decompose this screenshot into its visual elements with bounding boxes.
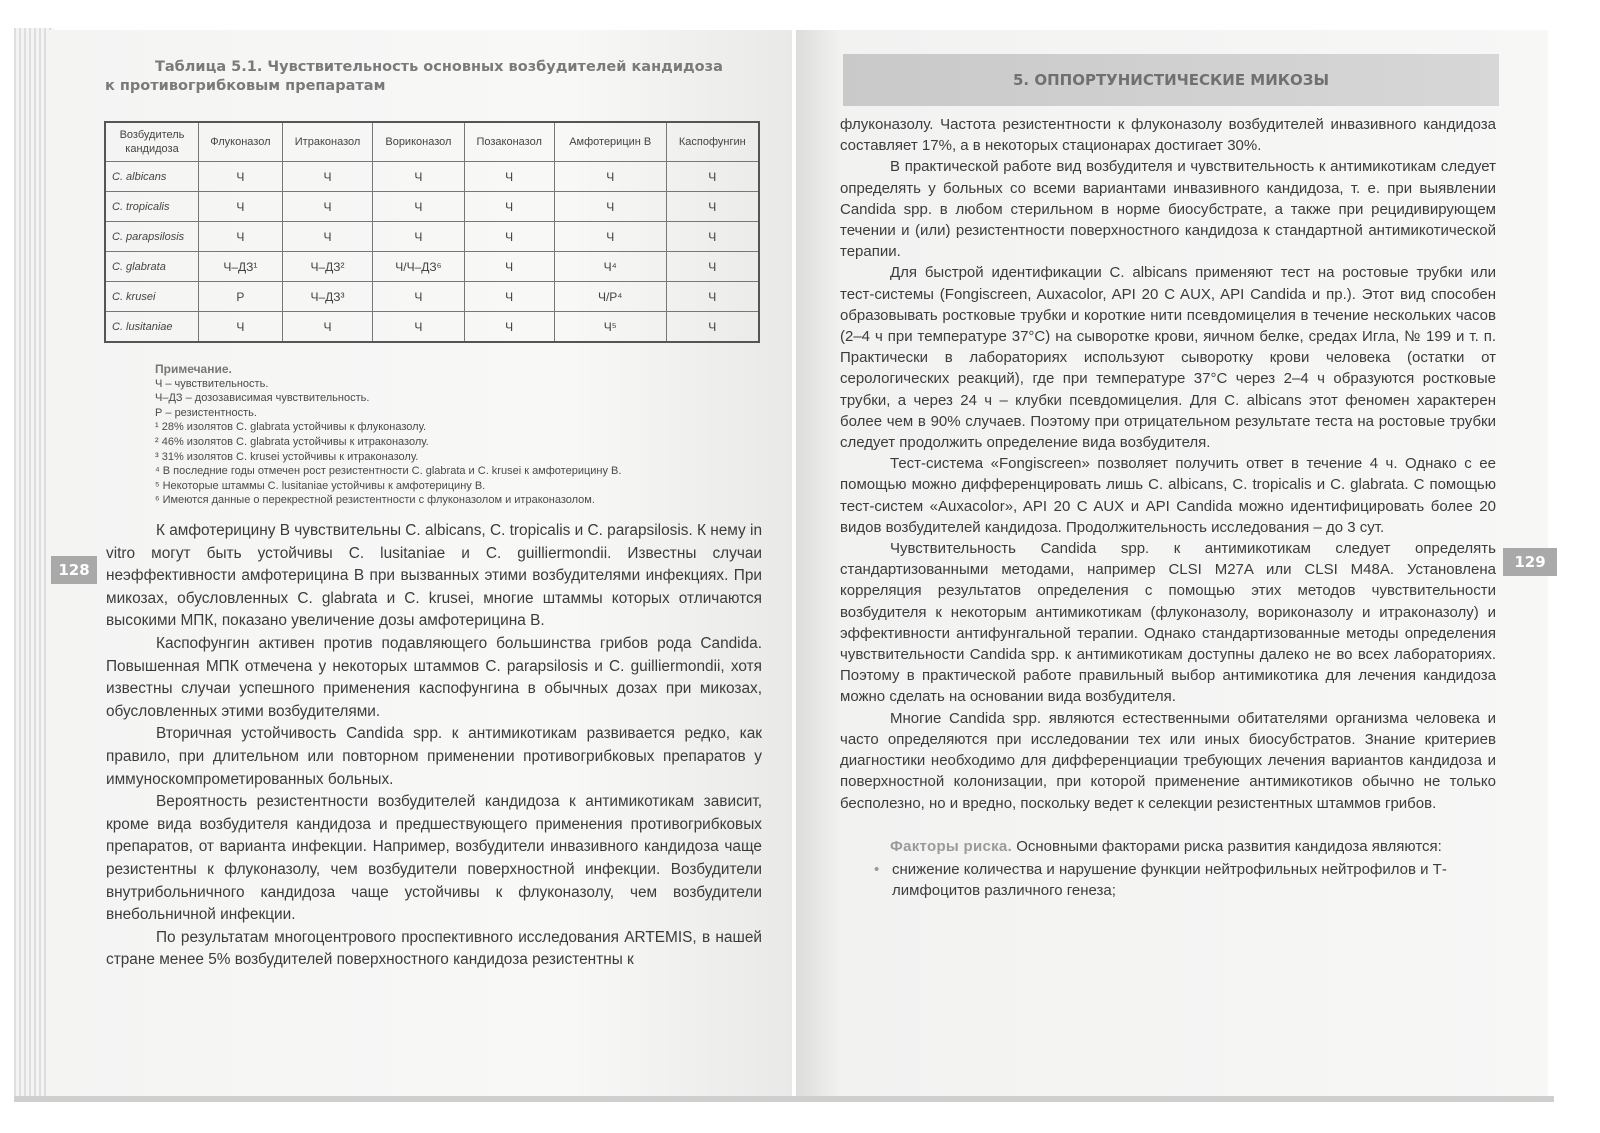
table-caption-line: к противогрибковым препаратам [105, 78, 386, 94]
table-cell: Ч [282, 162, 373, 192]
notes-heading: Примечание. [155, 362, 232, 376]
list-item: • снижение количества и нарушение функции нейтрофильных нейтрофилов и Т-лимфоцитов различного генеза; [892, 859, 1496, 901]
table-cell: Ч [554, 222, 666, 252]
table-cell: Ч [666, 312, 759, 343]
paragraph: Чувствительность Candida spp. к антимикотикам следует определять стандартизованными методами, например CLSI M27A или CLSI M48A. Установлена корреляция результатов определения с помощью этих методов чувствительности возбудителя к некоторым антимикотикам (флуконазолу, вориконазолу и итраконазолу) и эффективности антифунгальной терапии. Однако стандартизованные методы определения чувствительности Candida spp. к антимикотикам доступны далеко не во всех лабораториях. Поэтому в практической работе правильный выбор антимикотика для лечения кандидоза можно сделать на основании вида возбудителя. [840, 540, 1496, 706]
organism-cell: C. glabrata [105, 252, 199, 282]
note-line: Ч – чувствительность. [155, 377, 269, 390]
table-cell: Ч [199, 192, 283, 222]
table-row [105, 222, 759, 252]
table-cell: Ч [464, 282, 554, 312]
table-cell: Ч/Ч–ДЗ⁶ [373, 252, 464, 282]
note-line: ⁶ Имеются данные о перекрестной резистентности с флуконазолом и итраконазолом. [155, 494, 595, 507]
table-cell: Ч/Р⁴ [554, 282, 666, 312]
risk-factors-paragraph [840, 836, 1496, 857]
table-row [105, 162, 759, 192]
table-cell: Ч [373, 282, 464, 312]
paragraph: Для быстрой идентификации C. albicans применяют тест на ростовые трубки или тест-системы (Fongiscreen, Auxacolor, API 20 C AUX, API Candida и пр.). Этот вид способен образовывать ростковые трубки и короткие нити псевдомицелия в течение нескольких часов (2–4 ч при температуре 37°С) на сыворотке крови, яичном белке, средах Игла, № 199 и т. п. Практически в лабораториях используют сыворотку крови человека (остатки от серологических реакций), где при температуре 37°С через 2–4 ч образуются ростковые трубки, а через 24 ч – клубки псевдомицелия. Для C. albicans этот феномен характерен более чем в 90% случаев. Поэтому при отрицательном результате теста на ростовые трубки следует продолжить определение вида возбудителя. [840, 264, 1496, 452]
note-line: Р – резистентность. [155, 406, 257, 419]
table-cell: Ч [554, 162, 666, 192]
organism-cell: C. parapsilosis [105, 222, 199, 252]
table-cell: Ч [282, 192, 373, 222]
risk-factors-list [840, 859, 1496, 901]
chapter-title: 5. ОППОРТУНИСТИЧЕСКИЕ МИКОЗЫ [843, 54, 1499, 106]
column-header: Каспофунгин [666, 122, 759, 162]
organism-cell: C. lusitaniae [105, 312, 199, 343]
paragraph: К амфотерицину В чувствительны C. albicans, C. tropicalis и C. parapsilosis. К нему in vitro могут быть устойчивы C. lusitaniae и C. guilliermondii. Известны случаи неэффективности амфотерицина В при вызванных этими возбудителями инфекциях. При микозах, обусловленных C. glabrata и C. krusei, многие штаммы которых отличаются высокими МПК, показано увеличение дозы амфотерицина В. [106, 522, 762, 630]
table-cell: Ч [373, 222, 464, 252]
note-line: ⁵ Некоторые штаммы C. lusitaniae устойчивы к амфотерицину В. [155, 479, 486, 492]
table-cell: Ч [666, 282, 759, 312]
paragraph: Вероятность резистентности возбудителей кандидоза к антимикотикам зависит, кроме вида возбудителя кандидоза и предшествующего применения противогрибковых препаратов, от варианта инфекции. Например, возбудители инвазивного кандидоза чаще резистентны к флуконазолу, чем возбудители поверхностной инфекции. Возбудители внутрибольничного кандидоза чаще устойчивы к флуконазолу, чем возбудители внебольничной инфекции. [106, 793, 762, 924]
table-cell: Ч [373, 162, 464, 192]
table-cell: Ч [199, 162, 283, 192]
table-header-row [105, 122, 759, 162]
table-row [105, 312, 759, 343]
note-line: ⁴ В последние годы отмечен рост резистентности C. glabrata и C. krusei к амфотерицину В. [155, 465, 622, 478]
right-body-text [840, 114, 1496, 901]
note-line: ² 46% изолятов C. glabrata устойчивы к итраконазолу. [155, 435, 429, 448]
paragraph: В практической работе вид возбудителя и чувствительность к антимикотикам следует определять у больных со всеми вариантами инвазивного кандидоза, т. е. при выявлении Candida spp. в любом стерильном в норме биосубстрате, а также при рецидивирующем течении и (или) резистентности поверхностного кандидоза к стандартной антимикотической терапии. [840, 158, 1496, 261]
paragraph: Каспофунгин активен против подавляющего большинства грибов рода Candida. Повышенная МПК отмечена у некоторых штаммов C. parapsilosis и C. guilliermondii, хотя известны случаи успешного применения каспофунгина в обычных дозах при микозах, обусловленных этими возбудителями. [106, 634, 762, 720]
table-cell: Ч [554, 192, 666, 222]
note-line: Ч–ДЗ – дозозависимая чувствительность. [155, 392, 370, 405]
paragraph: По результатам многоцентрового проспективного исследования ARTEMIS, в нашей стране менее 5% возбудителей поверхностного кандидоза резистентны к [106, 928, 762, 969]
table-cell: Ч [373, 312, 464, 343]
table-cell: Ч [464, 222, 554, 252]
page-number: 129 [1503, 548, 1557, 576]
table-cell: Ч [282, 312, 373, 343]
paragraph: Вторичная устойчивость Candida spp. к антимикотикам развивается редко, как правило, при длительном или повторном применении противогрибковых препаратов у иммуноскомпрометированных больных. [106, 725, 762, 788]
table-row [105, 252, 759, 282]
table-row [105, 282, 759, 312]
risk-factors-heading: Факторы риска. [890, 837, 1013, 855]
table-cell: Ч⁵ [554, 312, 666, 343]
table-cell: Ч [464, 312, 554, 343]
table-cell: Ч [666, 222, 759, 252]
page-number: 128 [51, 556, 97, 584]
organism-cell: C. albicans [105, 162, 199, 192]
table-cell: Ч [464, 162, 554, 192]
column-header: Позаконазол [464, 122, 554, 162]
paragraph: Многие Candida spp. являются естественными обитателями организма человека и часто определяются при исследовании тех или иных биосубстратов. Знание критериев диагностики необходимо для дифференциации требующих лечения вариантов кандидоза и поверхностной колонизации, при которой применение антимикотиков обычно не только бесполезно, но и вредно, поскольку ведет к селекции резистентных штаммов грибов. [840, 709, 1496, 812]
table-cell: Ч [464, 192, 554, 222]
note-line: ¹ 28% изолятов C. glabrata устойчивы к флуконазолу. [155, 421, 427, 434]
susceptibility-table [104, 121, 760, 343]
risk-factors-intro: Основными факторами риска развития кандидоза являются: [1016, 837, 1442, 855]
table-caption-line: Таблица 5.1. Чувствительность основных возбудителей кандидоза [155, 59, 723, 75]
table-cell: Ч [464, 252, 554, 282]
note-line: ³ 31% изолятов C. krusei устойчивы к итраконазолу. [155, 450, 419, 463]
table-cell: Ч [199, 312, 283, 343]
paragraph: Тест-система «Fongiscreen» позволяет получить ответ в течение 4 ч. Однако с ее помощью можно дифференцировать лишь C. albicans, C. tropicalis и C. glabrata. С помощью тест-систем «Auxacolor», API 20 C AUX и API Candida можно идентифицировать более 20 видов возбудителей кандидоза. Продолжительность исследования – до 3 сут. [840, 455, 1496, 536]
table-notes [155, 362, 775, 508]
table-cell: Ч–ДЗ¹ [199, 252, 283, 282]
book-bottom-edge [14, 1096, 1554, 1102]
table-row [105, 192, 759, 222]
organism-cell: C. tropicalis [105, 192, 199, 222]
table-cell: Ч [666, 162, 759, 192]
table-cell: Ч [199, 222, 283, 252]
column-header: Возбудитель кандидоза [105, 122, 199, 162]
table-cell: Ч⁴ [554, 252, 666, 282]
table-cell: Ч–ДЗ² [282, 252, 373, 282]
column-header: Вориконазол [373, 122, 464, 162]
column-header: Флуконазол [199, 122, 283, 162]
table-cell: Ч [373, 192, 464, 222]
column-header: Итраконазол [282, 122, 373, 162]
table-cell: Ч [666, 252, 759, 282]
table-caption [105, 58, 765, 96]
table-cell: Ч–ДЗ³ [282, 282, 373, 312]
column-header: Амфотерицин В [554, 122, 666, 162]
table-cell: Ч [282, 222, 373, 252]
table-cell: Р [199, 282, 283, 312]
table-cell: Ч [666, 192, 759, 222]
left-body-text [106, 520, 762, 972]
paragraph: флуконазолу. Частота резистентности к флуконазолу возбудителей инвазивного кандидоза составляет 17%, а в некоторых стационарах достигает 30%. [840, 116, 1496, 155]
organism-cell: C. krusei [105, 282, 199, 312]
